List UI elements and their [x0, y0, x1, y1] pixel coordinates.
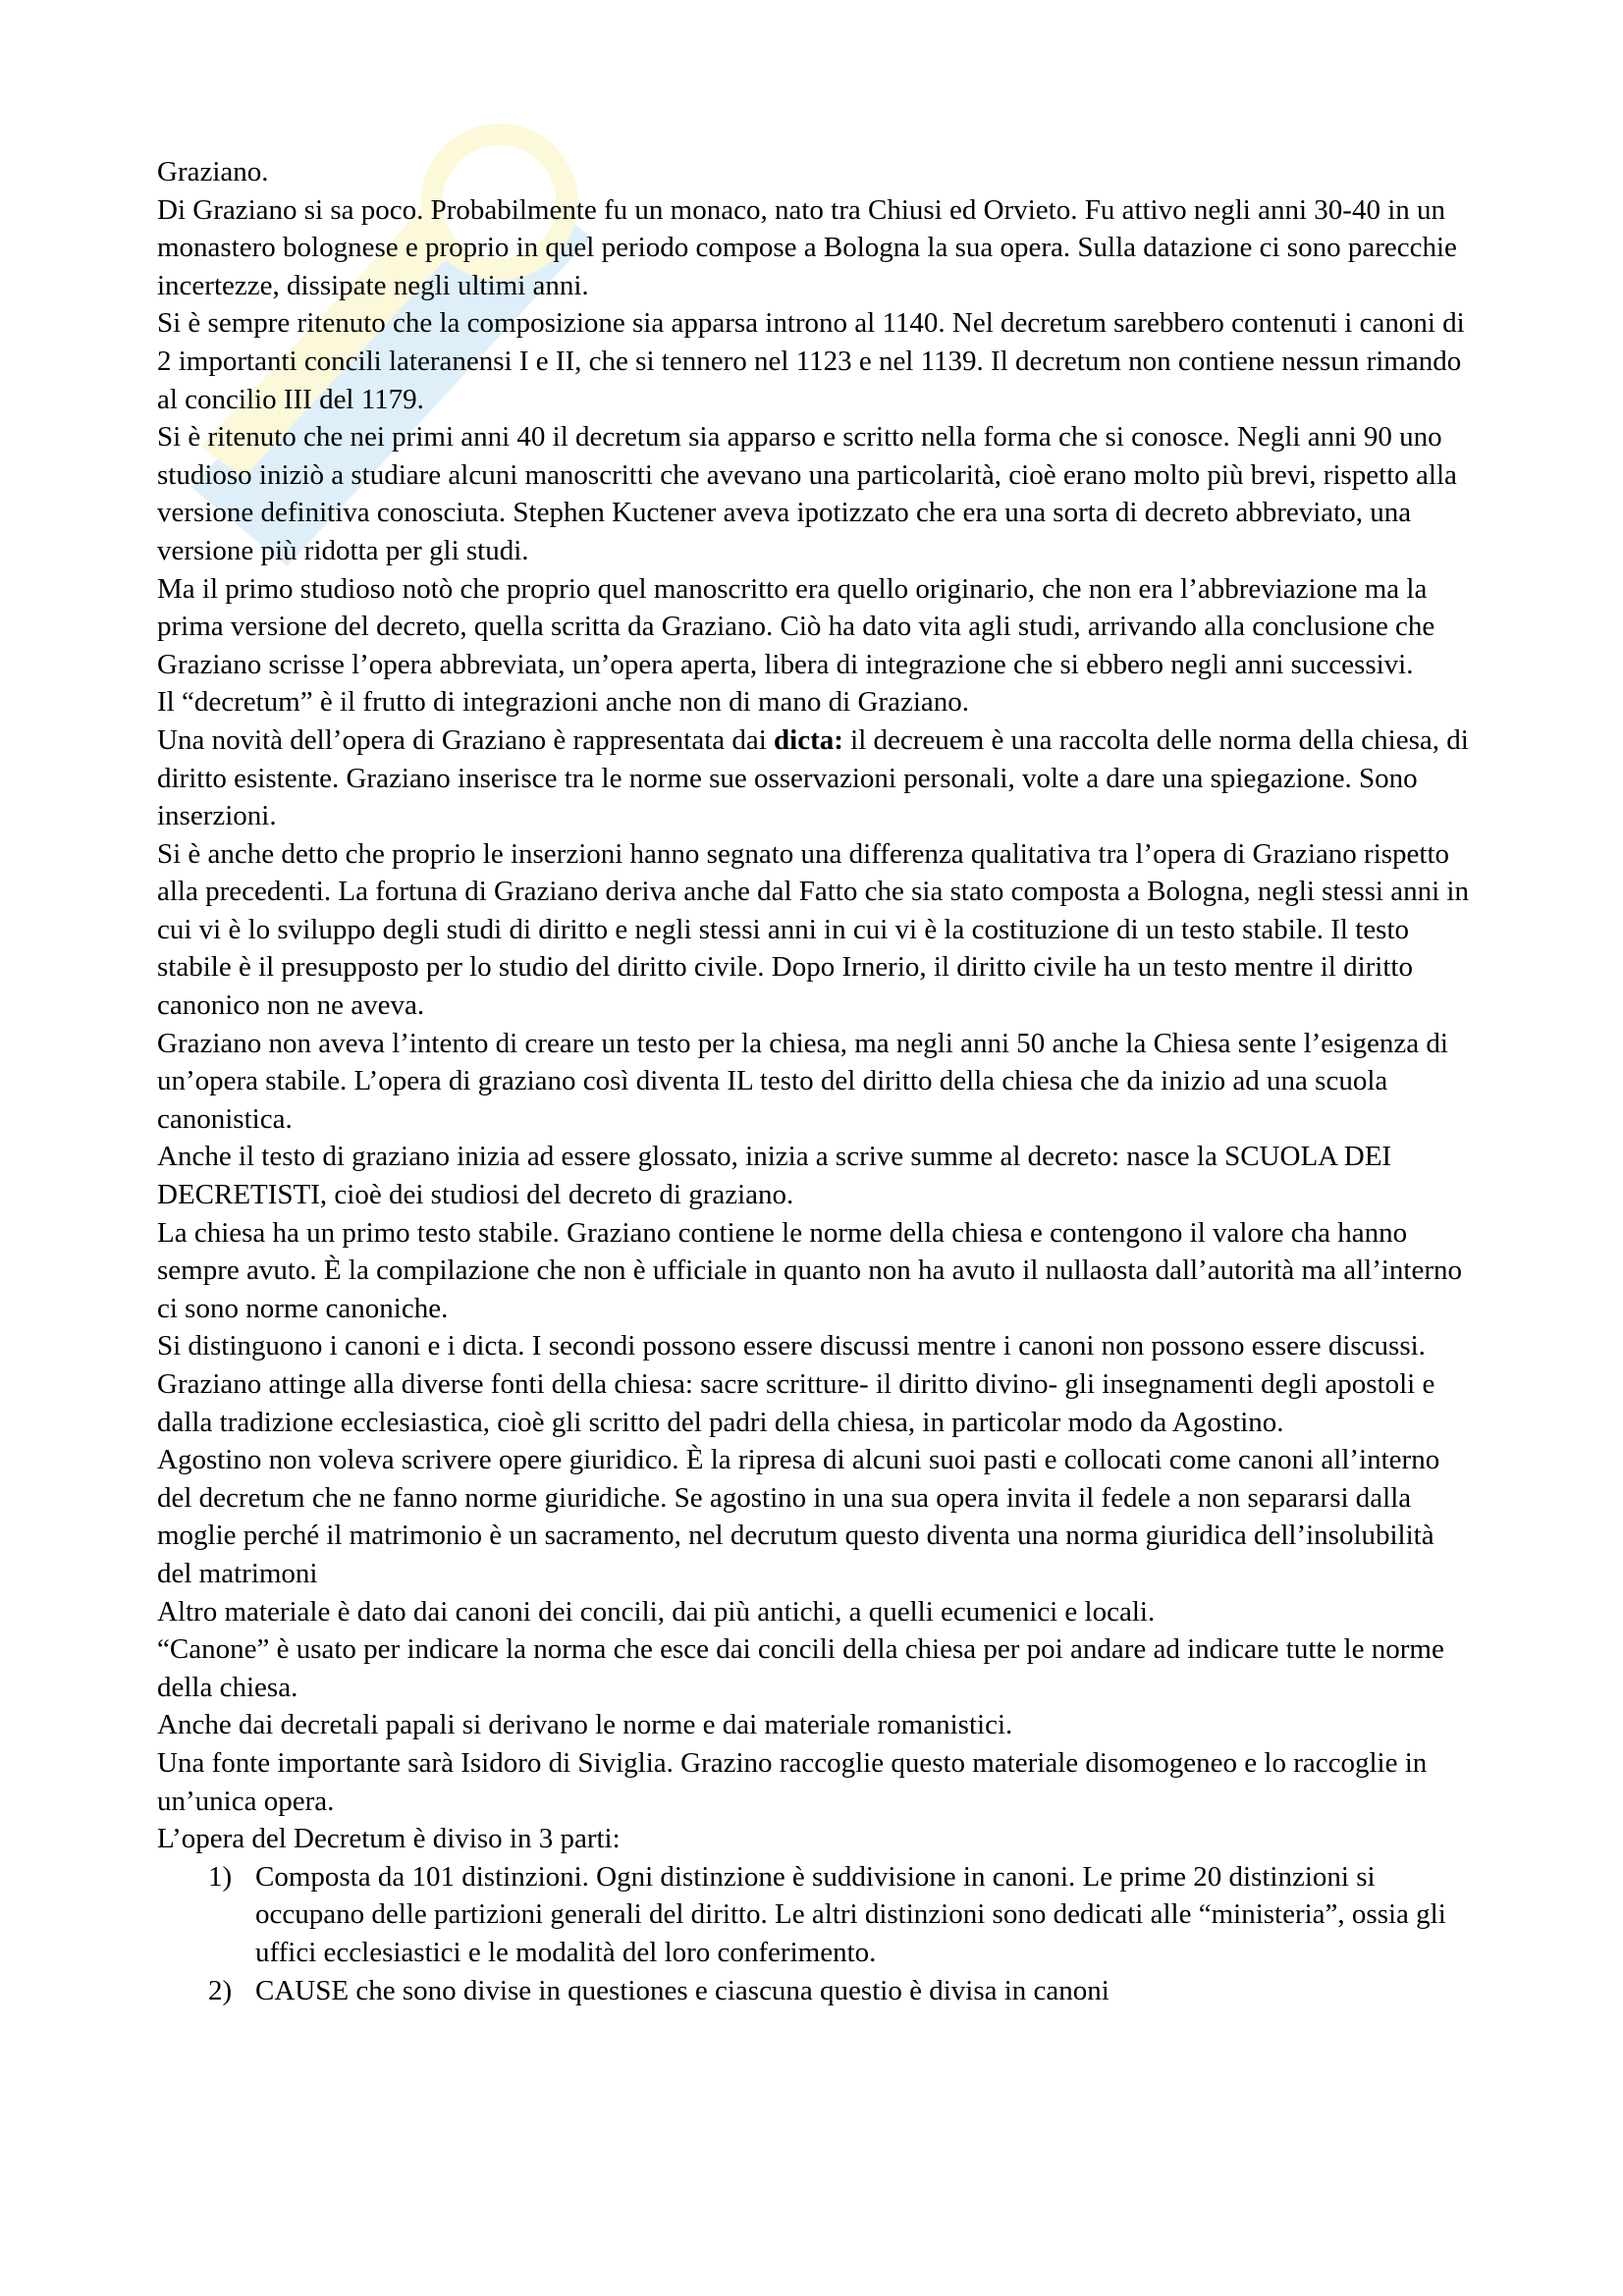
list-number: 2)	[208, 1974, 233, 2006]
list-number: 1)	[208, 1860, 233, 1893]
paragraph: Anche dai decretali papali si derivano le norme e dai materiale romanistici.	[157, 1709, 1013, 1741]
paragraph: Il “decretum” è il frutto di integrazioni anche non di mano di Graziano.	[157, 686, 969, 719]
paragraph: Altro materiale è dato dai canoni dei concili, dai più antichi, a quelli ecumenici e locali.	[157, 1595, 1156, 1628]
paragraph: “Canone” è usato per indicare la norma che esce dai concili della chiesa per poi andare ad indicare tutte le norme della chiesa.	[157, 1633, 1444, 1703]
paragraph: Graziano attinge alla diverse fonti della chiesa: sacre scritture- il diritto divino- gli insegnamenti degli apostoli e dalla tradizione ecclesiastica, cioè gli scritto del padri della chiesa, in particolar modo da Agostino.	[157, 1368, 1435, 1438]
paragraph: Si distinguono i canoni e i dicta. I secondi possono essere discussi mentre i canoni non possono essere discussi.	[157, 1330, 1426, 1362]
paragraph: L’opera del Decretum è diviso in 3 parti:	[157, 1823, 621, 1855]
list-text: CAUSE che sono divise in questiones e ciascuna questio è divisa in canoni	[255, 1974, 1109, 2006]
paragraph: Anche il testo di graziano inizia ad essere glossato, inizia a scrive summe al decreto: nasce la SCUOLA DEI DECRETISTI, cioè dei studiosi del decreto di graziano.	[157, 1141, 1392, 1211]
paragraph: Si è sempre ritenuto che la composizione sia apparsa introno al 1140. Nel decretum sarebbero contenuti i canoni di 2 importanti concili lateranensi I e II, che si tennero nel 1123 e nel 1139. Il decretum non contiene nessun rimando al concilio III del 1179.	[157, 307, 1465, 415]
paragraph: Agostino non voleva scrivere opere giuridico. È la ripresa di alcuni suoi pasti e collocati come canoni all’interno del decretum che ne fanno norme giuridiche. Se agostino in una sua opera invita il fedele a non separarsi dalla moglie perché il matrimonio è un sacramento, nel decrutum questo diventa una norma giuridica dell’insolubilità del matrimoni	[157, 1444, 1440, 1589]
list-item	[157, 1858, 1473, 1972]
list-text: Composta da 101 distinzioni. Ogni distinzione è suddivisione in canoni. Le prime 20 distinzioni si occupano delle partizioni generali del diritto. Le altri distinzioni sono dedicati alle “ministeria”, ossia gli uffici ecclesiastici e le modalità del loro conferimento.	[255, 1860, 1446, 1968]
text-run: Una novità dell’opera di Graziano è rappresentata dai	[157, 723, 775, 756]
paragraph: Si è ritenuto che nei primi anni 40 il decretum sia apparso e scritto nella forma che si conosce. Negli anni 90 uno studioso iniziò a studiare alcuni manoscritti che avevano una particolarità, cioè erano molto più brevi, rispetto alla versione definitiva conosciuta. Stephen Kuctener aveva ipotizzato che era una sorta di decreto abbreviato, una versione più ridotta per gli studi.	[157, 421, 1457, 566]
dicta-term: dicta:	[774, 723, 843, 756]
paragraph: Di Graziano si sa poco. Probabilmente fu un monaco, nato tra Chiusi ed Orvieto. Fu attivo negli anni 30-40 in un monastero bolognese e proprio in quel periodo compose a Bologna la sua opera. Sulla datazione ci sono parecchie incertezze, dissipate negli ultimi anni.	[157, 193, 1457, 301]
parts-list	[157, 1858, 1473, 2009]
paragraph: La chiesa ha un primo testo stabile. Graziano contiene le norme della chiesa e contengono il valore cha hanno sempre avuto. È la compilazione che non è ufficiale in quanto non ha avuto il nullaosta dall’autorità ma all’interno ci sono norme canoniche.	[157, 1216, 1463, 1324]
doc-title: Graziano.	[157, 156, 269, 187]
paragraph: Ma il primo studioso notò che proprio quel manoscritto era quello originario, che non era l’abbreviazione ma la prima versione del decreto, quella scritta da Graziano. Ciò ha dato vita agli studi, arrivando alla conclusione che Graziano scrisse l’opera abbreviata, un’opera aperta, libera di integrazione che si ebbero negli anni successivi.	[157, 572, 1435, 680]
paragraph: Una fonte importante sarà Isidoro di Siviglia. Grazino raccoglie questo materiale disomogeneo e lo raccoglie in un’unica opera.	[157, 1746, 1428, 1817]
paragraph: Graziano non aveva l’intento di creare un testo per la chiesa, ma negli anni 50 anche la Chiesa sente l’esigenza di un’opera stabile. L’opera di graziano così diventa IL testo del diritto della chiesa che da inizio ad una scuola canonistica.	[157, 1027, 1448, 1135]
document-body	[157, 153, 1473, 2009]
list-item	[157, 1972, 1473, 2010]
paragraph: Si è anche detto che proprio le inserzioni hanno segnato una differenza qualitativa tra l’opera di Graziano rispetto alla precedenti. La fortuna di Graziano deriva anche dal Fatto che sia stato composta a Bologna, negli stessi anni in cui vi è lo sviluppo degli studi di diritto e negli stessi anni in cui vi è la costituzione di un testo stabile. Il testo stabile è il presupposto per lo studio del diritto civile. Dopo Irnerio, il diritto civile ha un testo mentre il diritto canonico non ne aveva.	[157, 837, 1469, 1022]
text-run: il decreuem è una raccolta delle norma della chiesa, di diritto esistente. Graziano inserisce tra le norme sue osservazioni personali, volte a dare una spiegazione. Sono inserzioni.	[157, 723, 1469, 832]
paragraph-dicta	[157, 721, 1473, 835]
